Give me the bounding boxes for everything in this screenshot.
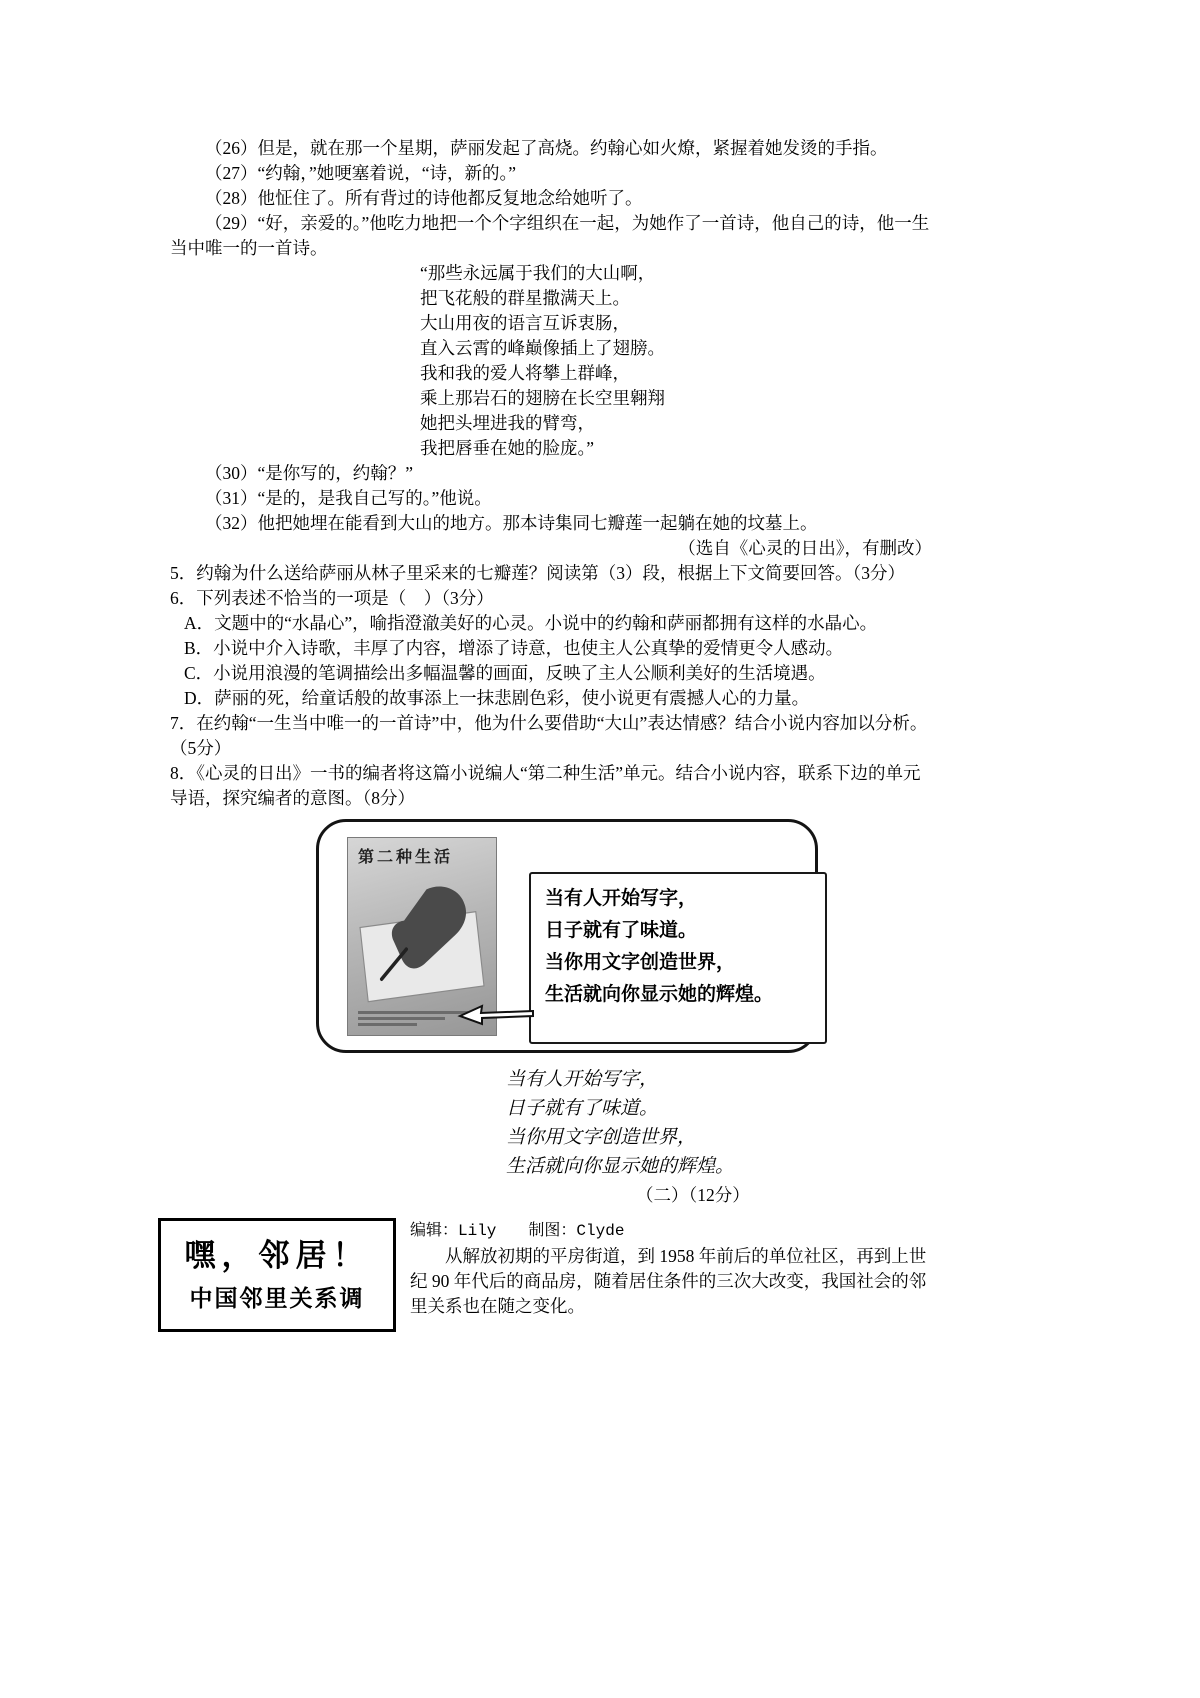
quote-box-line-2: 日子就有了味道。 xyxy=(545,920,698,941)
section-2-text xyxy=(410,1218,936,1332)
question-8: 8．《心灵的日出》一书的编者将这篇小说编人“第二种生活”单元。结合小说内容，联系下边的单元导语，探究编者的意图。（8分） xyxy=(170,763,921,808)
poem-line-6: 乘上那岩石的翅膀在长空里翱翔 xyxy=(420,388,665,408)
caption-bar xyxy=(358,1011,468,1014)
book-cover-title: 第二种生活 xyxy=(358,849,454,866)
quote-box-line-3: 当你用文字创造世界， xyxy=(545,952,736,973)
poem-line-3: 大山用夜的语言互诉衷肠， xyxy=(420,313,630,333)
story-paragraph-28: （28）他怔住了。所有背过的诗他都反复地念给她听了。 xyxy=(205,188,643,208)
question-6-option-d: D．萨丽的死，给童话般的故事添上一抹悲剧色彩，使小说更有震撼人心的力量。 xyxy=(184,688,810,708)
poem-line-5: 我和我的爱人将攀上群峰， xyxy=(420,363,630,383)
section-2-intro: 从解放初期的平房街道，到 1958 年前后的单位社区，再到上世纪 90 年代后的商品房，随着居住条件的三次大改变，我国社会的邻里关系也在随之变化。 xyxy=(410,1246,927,1316)
poem-line-4: 直入云霄的峰巅像插上了翅膀。 xyxy=(420,338,665,358)
story-paragraph-27: （27）“约翰，”她哽塞着说，“诗，新的。” xyxy=(205,163,517,183)
quote-box-line-4: 生活就向你显示她的辉煌。 xyxy=(545,984,774,1005)
question-5: 5．约翰为什么送给萨丽从林子里采来的七瓣莲？阅读第（3）段，根据上下文简要回答。（3分） xyxy=(170,563,905,583)
story-paragraph-30: （30）“是你写的，约翰？” xyxy=(205,463,414,483)
source-attribution: （选自《心灵的日出》，有删改） xyxy=(678,538,932,558)
story-paragraph-29: （29）“好，亲爱的。”他吃力地把一个个字组织在一起，为她作了一首诗，他自己的诗，他一生当中唯一的一首诗。 xyxy=(170,213,930,258)
question-6-option-b: B．小说中介入诗歌，丰厚了内容，增添了诗意，也使主人公真挚的爱情更令人感动。 xyxy=(184,638,844,658)
hand-writing-illustration xyxy=(348,872,496,1009)
section-2-header: （二）（12分） xyxy=(636,1185,750,1205)
credits-line: 编辑：Lily 制图：Clyde xyxy=(410,1222,625,1240)
section-2-body xyxy=(158,1218,936,1332)
question-6-option-a: A．文题中的“水晶心”，喻指澄澈美好的心灵。小说中的约翰和萨丽都拥有这样的水晶心。 xyxy=(184,613,878,633)
unit-quote-line-2: 日子就有了味道。 xyxy=(506,1098,659,1119)
neighbor-title-box xyxy=(158,1218,396,1332)
poem-line-1: “那些永远属于我们的大山啊， xyxy=(420,263,656,283)
quote-box-line-1: 当有人开始写字， xyxy=(545,888,698,909)
unit-intro-figure xyxy=(316,819,818,1053)
poem-block xyxy=(420,261,936,461)
unit-quote-line-1: 当有人开始写字， xyxy=(506,1069,659,1090)
story-paragraph-26: （26）但是，就在那一个星期，萨丽发起了高烧。约翰心如火燎，紧握着她发烫的手指。 xyxy=(205,138,888,158)
poem-line-8: 我把唇垂在她的脸庞。” xyxy=(420,438,595,458)
document-content xyxy=(170,136,936,1332)
neighbor-box-title: 嘿，邻居！ xyxy=(184,1238,370,1274)
neighbor-box-subtitle: 中国邻里关系调 xyxy=(189,1285,365,1311)
poem-line-7: 她把头埋进我的臂弯， xyxy=(420,413,595,433)
question-7: 7．在约翰“一生当中唯一的一首诗”中，他为什么要借助“大山”表达情感？结合小说内容加以分析。（5分） xyxy=(170,713,928,758)
unit-quote-box xyxy=(529,872,827,1044)
caption-bar xyxy=(358,1023,417,1026)
unit-quote-line-4: 生活就向你显示她的辉煌。 xyxy=(506,1156,735,1177)
caption-bar xyxy=(358,1017,445,1020)
question-6-option-c: C．小说用浪漫的笔调描绘出多幅温馨的画面，反映了主人公顺利美好的生活境遇。 xyxy=(184,663,826,683)
unit-quote-line-3: 当你用文字创造世界， xyxy=(506,1127,697,1148)
question-6: 6．下列表述不恰当的一项是（ ）（3分） xyxy=(170,588,494,608)
story-paragraph-31: （31）“是的，是我自己写的。”他说。 xyxy=(205,488,492,508)
unit-quote-text xyxy=(506,1065,936,1181)
poem-line-2: 把飞花般的群星撒满天上。 xyxy=(420,288,630,308)
arrow-icon xyxy=(457,1002,535,1028)
story-paragraph-32: （32）他把她埋在能看到大山的地方。那本诗集同七瓣莲一起躺在她的坟墓上。 xyxy=(205,513,818,533)
